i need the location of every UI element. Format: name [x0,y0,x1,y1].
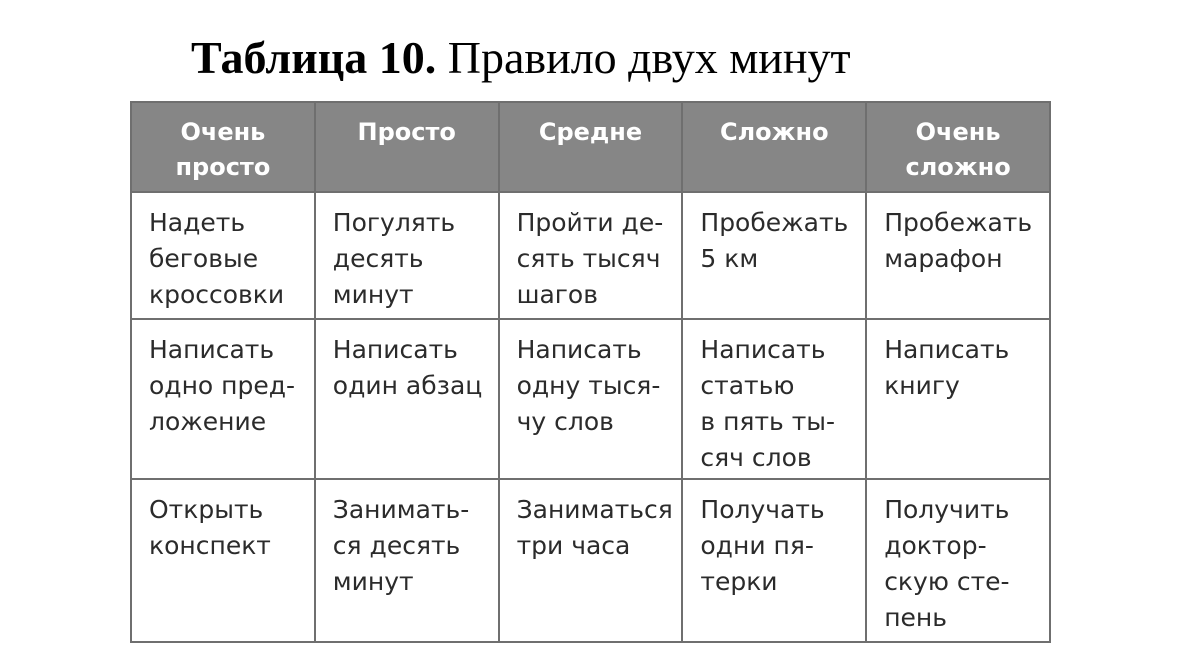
header-label: Очень сложно [905,118,1011,181]
header-label: Просто [357,118,456,146]
header-cell-hard [682,102,866,192]
cell-text: Получить доктор- скую сте- пень [884,495,1010,632]
table-cell [866,192,1050,319]
table-title [191,28,851,88]
cell-text: Надеть беговые кроссовки [149,208,285,309]
header-cell-medium [499,102,683,192]
table-cell [866,479,1050,642]
table-cell [131,479,315,642]
table-cell [131,319,315,479]
header-label: Средне [538,118,643,146]
table-cell [499,192,683,319]
table-cell [866,319,1050,479]
header-cell-very-hard [866,102,1050,192]
cell-text: Написать одно пред- ложение [149,335,296,436]
cell-text: Написать один абзац [332,335,483,400]
cell-text: Заниматься три часа [516,495,673,560]
cell-text: Написать одну тыся- чу слов [516,335,661,436]
header-cell-very-easy [131,102,315,192]
table-cell [499,319,683,479]
cell-text: Пройти де- сять тысяч шагов [516,208,664,309]
cell-text: Пробежать 5 км [700,208,849,273]
header-label: Очень просто [175,118,271,181]
cell-text: Погулять десять минут [332,208,456,309]
table-cell [131,192,315,319]
table-header-row [131,102,1050,192]
cell-text: Занимать- ся десять минут [332,495,470,596]
two-minute-rule-table [130,101,1051,643]
cell-text: Получать одни пя- терки [700,495,825,596]
table-row [131,192,1050,319]
header-cell-easy [315,102,499,192]
header-label: Сложно [719,118,829,146]
cell-text: Пробежать марафон [884,208,1033,273]
cell-text: Открыть конспект [149,495,271,560]
table-row [131,319,1050,479]
table-cell [499,479,683,642]
table-cell [682,479,866,642]
table-cell [682,192,866,319]
table-cell [315,479,499,642]
table-title-text: Правило двух минут [436,32,851,83]
table-row [131,479,1050,642]
cell-text: Написать книгу [884,335,1010,400]
cell-text: Написать статью в пять ты- сяч слов [700,335,836,472]
table-cell [315,192,499,319]
table-title-number: Таблица 10. [191,32,437,83]
table-cell [682,319,866,479]
table-cell [315,319,499,479]
